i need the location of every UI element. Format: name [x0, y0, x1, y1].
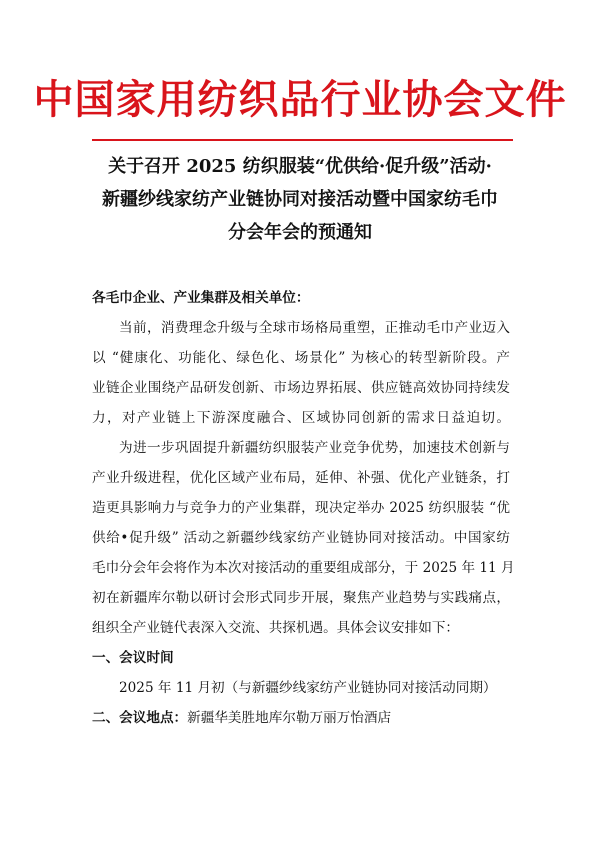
title-line: 关于召开 2025 纺织服装“优供给·促升级”活动· [108, 156, 492, 177]
title-line: 新疆纱线家纺产业链协同对接活动暨中国家纺毛巾 [102, 189, 498, 210]
header-divider [92, 139, 513, 141]
title-line: 分会年会的预通知 [228, 222, 372, 243]
paragraph-2 [92, 433, 515, 643]
document-body [92, 283, 515, 733]
section-heading-meeting-time: 一、会议时间 [92, 650, 174, 666]
salutation: 各毛巾企业、产业集群及相关单位： [92, 290, 310, 306]
paragraph-line: 供给•促升级” 活动之新疆纱线家纺产业链协同对接活动。中国家纺 [92, 530, 510, 546]
document-title [60, 150, 540, 249]
paragraph-line: 力，对产业链上下游深度融合、区域协同创新的需求日益迫切。 [92, 410, 510, 426]
paragraph-line: 为进一步巩固提升新疆纺织服装产业竞争优势，加速技术创新与 [119, 440, 510, 456]
org-header-title: 中国家用纺织品行业协会文件 [33, 76, 567, 123]
meeting-venue-text: 新疆华美胜地库尔勒万丽万怡酒店 [187, 710, 392, 726]
paragraph-line: 业链企业围绕产品研发创新、市场边界拓展、供应链高效协同持续发 [92, 380, 510, 396]
meeting-time-text: 2025 年 11 月初（与新疆纱线家纺产业链协同对接活动同期） [119, 680, 497, 696]
meeting-venue-line [92, 703, 510, 733]
paragraph-line: 组织全产业链代表深入交流、共探机遇。具体会议安排如下： [92, 620, 460, 636]
paragraph-line: 当前，消费理念升级与全球市场格局重塑，正推动毛巾产业迈入 [119, 320, 510, 336]
paragraph-line: 以 “健康化、功能化、绿色化、场景化” 为核心的转型新阶段。产 [92, 350, 510, 366]
paragraph-1 [92, 313, 510, 433]
paragraph-line: 初在新疆库尔勒以研讨会形式同步开展，聚焦产业趋势与实践痛点， [92, 590, 510, 606]
paragraph-line: 造更具影响力与竞争力的产业集群，现决定举办 2025 纺织服装 “优 [92, 500, 510, 516]
paragraph-line: 产业升级进程，优化区域产业布局，延伸、补强、优化产业链条，打 [92, 470, 510, 486]
section-heading-meeting-venue: 二、会议地点： [92, 710, 188, 726]
paragraph-line: 毛巾分会年会将作为本次对接活动的重要组成部分，于 2025 年 11 月 [92, 560, 515, 576]
